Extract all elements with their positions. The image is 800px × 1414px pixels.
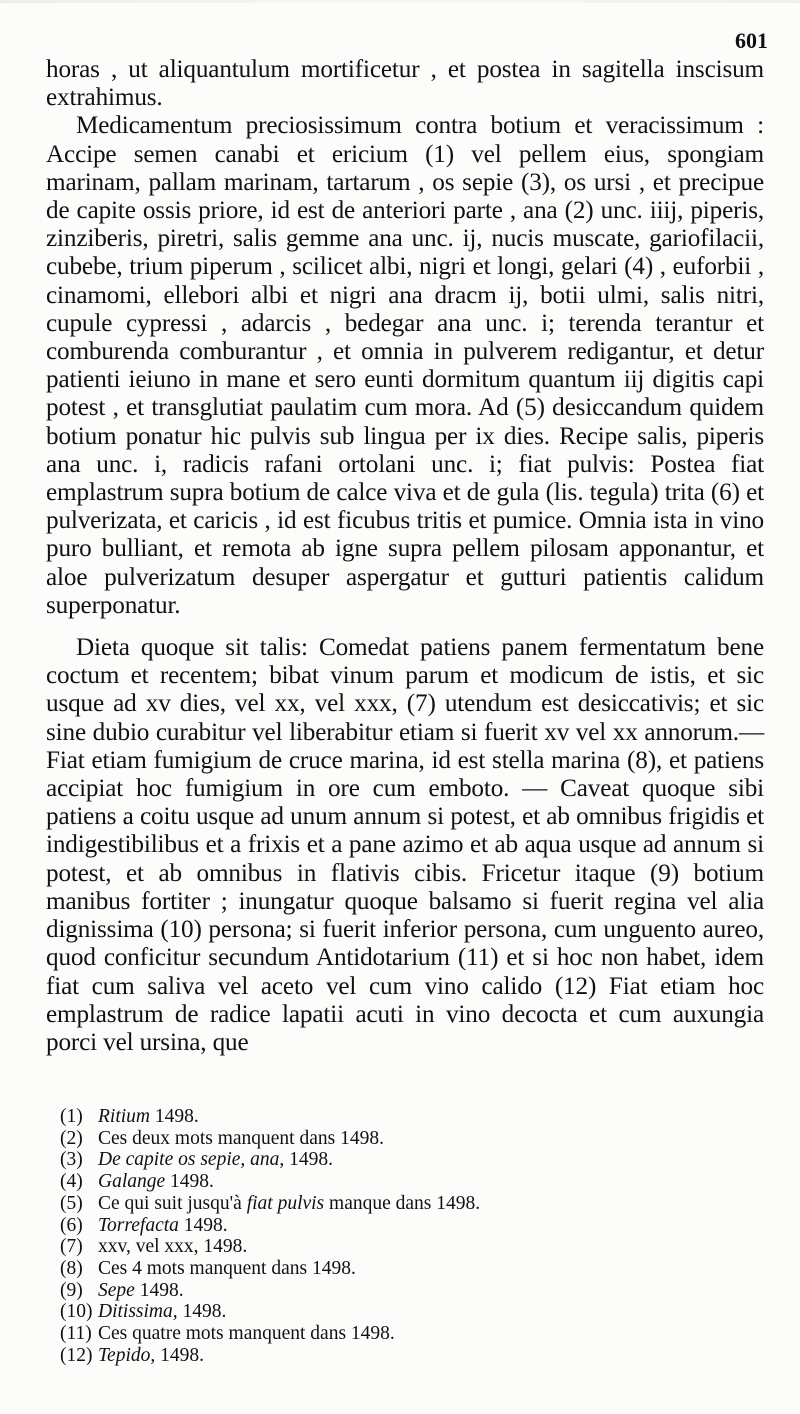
footnote-number: (9) (60, 1279, 83, 1301)
footnote-number: (12) (60, 1344, 93, 1366)
footnote (60, 1301, 700, 1323)
page-edge-shadow (0, 0, 800, 3)
footnote (60, 1128, 700, 1150)
footnote-text-end: manque dans 1498. (324, 1192, 481, 1214)
footnote (60, 1258, 700, 1280)
footnote (60, 1193, 700, 1215)
footnote-italic: Galange (98, 1171, 166, 1193)
footnote-separator (46, 1100, 764, 1101)
footnote-number: (8) (60, 1257, 83, 1279)
footnote-italic: Tepido, (98, 1344, 156, 1366)
paragraph-dieta: Dieta quoque sit talis: Comedat patiens panem fermentatum bene coctum et recentem; bibat vinum parum et modicum de istis, et sic usque ad xv dies, vel xx, vel xxx, (7) utendum est desiccativis; et sic sine dubio curabitur vel liberabitur etiam si fuerit xv vel xx annorum.— Fiat etiam fumigium de cruce marina, id est stella marina (8), et patiens accipiat hoc fumigium in ore cum emboto. — Caveat quoque sibi patiens a coitu usque ad unum annum si potest, et ab omnibus frigidis et indigestibilibus et a frixis et a pane azimo et ab aqua usque ad annum si potest, et ab omnibus in flativis cibis. Fricetur itaque (9) botium manibus fortiter ; inungatur quoque balsamo si fuerit regina vel alia dignissima (10) persona; si fuerit inferior persona, cum unguento aureo, quod conficitur secundum Antidotarium (11) et si hoc non habet, idem fiat cum saliva vel aceto vel cum vino calido (12) Fiat etiam hoc emplastrum de radice lapatii acuti in vino decocta et cum auxungia porci vel ursina, que (46, 634, 764, 1056)
footnote (60, 1345, 700, 1367)
footnote-text: Ces deux mots manquent dans 1498. (98, 1127, 384, 1149)
footnote-text: 1498. (178, 1214, 228, 1236)
footnote-number: (5) (60, 1192, 83, 1214)
footnote (60, 1171, 700, 1193)
page-number: 601 (735, 28, 768, 53)
footnote-text: 1498. (177, 1301, 227, 1323)
main-text (46, 56, 764, 1057)
footnote-italic: Ditissima, (98, 1301, 178, 1323)
footnote-number: (6) (60, 1214, 83, 1236)
footnote-text: xxv, vel xxx, 1498. (98, 1236, 248, 1258)
footnote-text: Ces 4 mots manquent dans 1498. (98, 1257, 356, 1279)
footnote-text: 1498. (150, 1106, 199, 1127)
footnote-number: (3) (60, 1149, 83, 1171)
footnote-number: (11) (60, 1323, 92, 1345)
footnote (60, 1215, 700, 1237)
footnote-italic: De capite os sepie, ana, (98, 1149, 285, 1171)
footnote-number: (4) (60, 1171, 83, 1193)
footnote-number: (7) (60, 1236, 83, 1258)
footnote-text: 1498. (284, 1149, 334, 1171)
footnote-text: Ce qui suit jusqu'à (98, 1192, 247, 1214)
footnote-text: 1498. (165, 1171, 214, 1193)
footnote-italic: fiat pulvis (246, 1192, 325, 1214)
footnote (60, 1280, 700, 1302)
footnote-text: Ces quatre mots manquent dans 1498. (98, 1323, 395, 1345)
footnote-number: (1) (60, 1106, 83, 1127)
paragraph-continuation: horas , ut aliquantulum mortificetur , et postea in sagitella inscisum extrahimus. (46, 56, 764, 112)
footnote (60, 1323, 700, 1345)
paragraph-medicamentum: Medicamentum preciosissimum contra botium et veracissimum : Accipe semen canabi et ericium (1) vel pellem eius, spongiam marinam, pallam marinam, tartarum , os sepie (3), os ursi , et precipue de capite ossis priore, id est de anteriori parte , ana (2) unc. iiij, piperis, zinziberis, piretri, salis gemme ana unc. ij, nucis muscate, gariofilacii, cubebe, trium piperum , scilicet albi, nigri et longi, gelari (4) , euforbii , cinamomi, ellebori albi et nigri ana dracm ij, botii ulmi, salis nitri, cupule cypressi , adarcis , bedegar ana unc. i; terenda terantur et comburenda comburantur , et omnia in pulverem redigantur, et detur patienti ieiuno in mane et sero eunti dormitum quantum iij digitis capi potest , et transglutiat paulatim cum mora. Ad (5) desiccandum quidem botium ponatur hic pulvis sub lingua per ix dies. Recipe salis, piperis ana unc. i, radicis rafani ortolani unc. i; fiat pulvis: Postea fiat emplastrum supra botium de calce viva et de gula (lis. tegula) trita (6) et pulverizata, et caricis , id est ficubus tritis et pumice. Omnia ista in vino puro bulliant, et remota ab igne supra pellem pilosam apponantur, et aloe pulverizatum desuper aspergatur et gutturi patientis calidum superponatur. (46, 112, 764, 619)
footnote-italic: Torrefacta (98, 1214, 179, 1236)
footnote (60, 1236, 700, 1258)
footnote-text: 1498. (155, 1344, 205, 1366)
footnotes (60, 1106, 700, 1366)
footnote (60, 1149, 700, 1171)
footnote-number: (2) (60, 1127, 83, 1149)
footnote-italic: Sepe (98, 1279, 135, 1301)
footnote (60, 1106, 700, 1128)
footnote-number: (10) (60, 1301, 93, 1323)
footnote-italic: Ritium (98, 1106, 150, 1127)
footnote-text: 1498. (134, 1279, 184, 1301)
